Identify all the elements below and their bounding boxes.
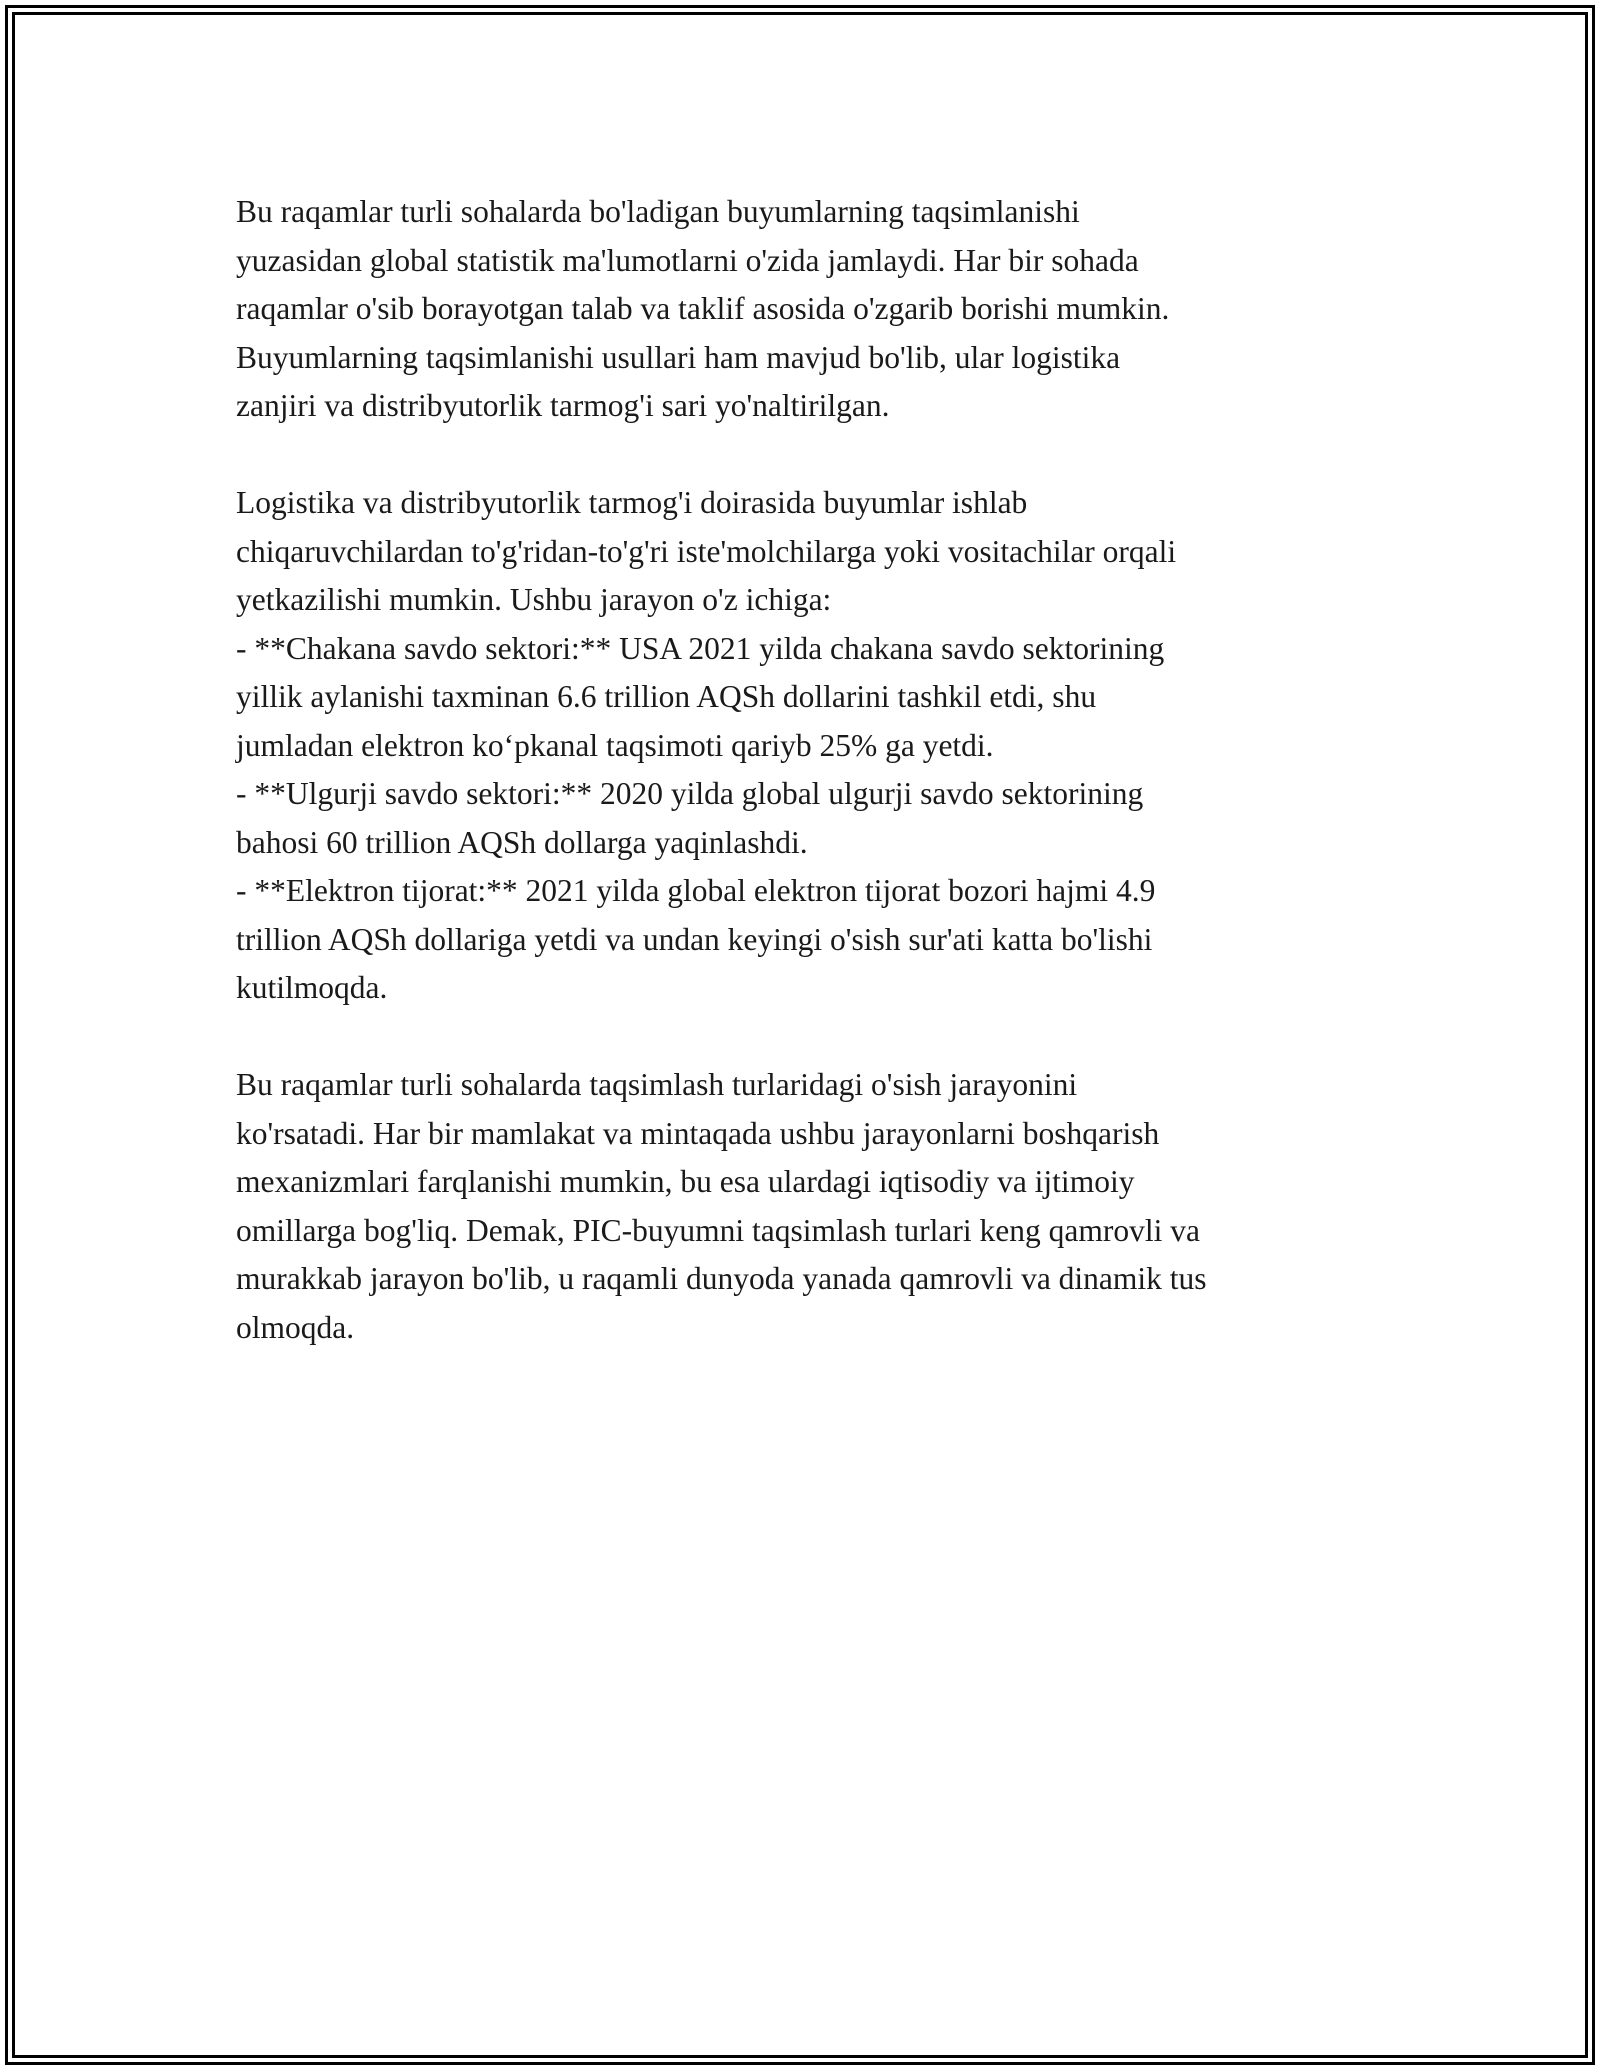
paragraph-logistics: Logistika va distribyutorlik tarmog'i doirasida buyumlar ishlab chiqaruvchilardan to'g'ridan-to'g'ri iste'molchilarga yoki vositachilar orqali yetkazilishi mumkin. Ushbu jarayon o'z ichiga: - **Chakana savdo sektori:** USA 2021 yilda chakana savdo sektorining yillik aylanishi taxminan 6.6 trillion AQSh dollarini tashkil etdi, shu jumladan elektron ko‘pkanal taqsimoti qariyb 25% ga yetdi. - **Ulgurji savdo sektori:** 2020 yilda global ulgurji savdo sektorining bahosi 60 trillion AQSh dollarga yaqinlashdi. - **Elektron tijorat:** 2021 yilda global elektron tijorat bozori hajmi 4.9 trillion AQSh dollariga yetdi va undan keyingi o'sish sur'ati katta bo'lishi kutilmoqda. bbox=[236, 485, 1177, 1005]
paragraph-intro: Bu raqamlar turli sohalarda bo'ladigan buyumlarning taqsimlanishi yuzasidan global statistik ma'lumotlarni o'zida jamlaydi. Har bir sohada raqamlar o'sib borayotgan talab va taklif asosida o'zgarib borishi mumkin. Buyumlarning taqsimlanishi usullari ham mavjud bo'lib, ular logistika zanjiri va distribyutorlik tarmog'i sari yo'naltirilgan. bbox=[236, 194, 1170, 423]
paragraph-conclusion: Bu raqamlar turli sohalarda taqsimlash turlaridagi o'sish jarayonini ko'rsatadi. Har bir mamlakat va mintaqada ushbu jarayonlarni boshqarish mexanizmlari farqlanishi mumkin, bu esa ulardagi iqtisodiy va ijtimoiy omillarga bog'liq. Demak, PIC-buyumni taqsimlash turlari keng qamrovli va murakkab jarayon bo'lib, u raqamli dunyoda yanada qamrovli va dinamik tus olmoqda. bbox=[236, 1067, 1207, 1345]
document-body bbox=[236, 188, 1376, 1401]
